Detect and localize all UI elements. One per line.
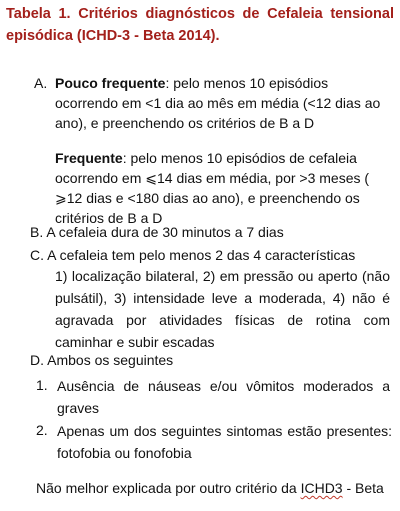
footer-ichd3-term: ICHD3 [300, 480, 343, 496]
footer-text-before: Não melhor explicada por outro critério da [36, 480, 301, 496]
pouco-frequente-label: Pouco frequente [55, 75, 166, 91]
criterion-d-item1: Ausência de náuseas e/ou vômitos moderados a graves [57, 378, 390, 416]
frequente-label: Frequente [55, 150, 123, 166]
criterion-d-heading: D. Ambos os seguintes [30, 352, 174, 368]
criterion-a-pouco-frequente [55, 73, 387, 133]
criterion-d-item2-number: 2. [36, 422, 48, 438]
criterion-b: B. A cefaleia dura de 30 minutos a 7 dias [30, 224, 284, 240]
pouco-frequente-text: : pelo menos 10 episódios ocorrendo em <1 dia ao mês em média (<12 dias ao ano), e preenchendo os critérios de B a D [55, 75, 381, 131]
footer-note [36, 478, 396, 498]
frequente-text: : pelo menos 10 episódios de cefaleia ocorrendo em ⩽14 dias em média, por >3 meses ( ⩾12 dias e <180 dias ao ano), e preenchendo os critérios de B a D [55, 150, 370, 226]
table-title: Tabela 1. Critérios diagnósticos de Cefaleia tensional episódica (ICHD-3 - Beta 2014). [6, 6, 394, 44]
criterion-c-text: 1) localização bilateral, 2) em pressão ou aperto (não pulsátil), 3) intensidade leve a moderada, 4) não é agravada por atividades físicas de rotina com caminhar e subir escadas [55, 268, 390, 350]
criterion-a-frequente [55, 148, 393, 228]
criterion-a-marker: A. [34, 75, 48, 91]
criterion-c-heading: C. A cefaleia tem pelo menos 2 das 4 características [30, 247, 356, 263]
footer-text-after: - Beta [342, 480, 384, 496]
criterion-d-item1-number: 1. [36, 377, 48, 393]
criterion-d-item2: Apenas um dos seguintes sintomas estão presentes: fotofobia ou fonofobia [57, 423, 392, 461]
